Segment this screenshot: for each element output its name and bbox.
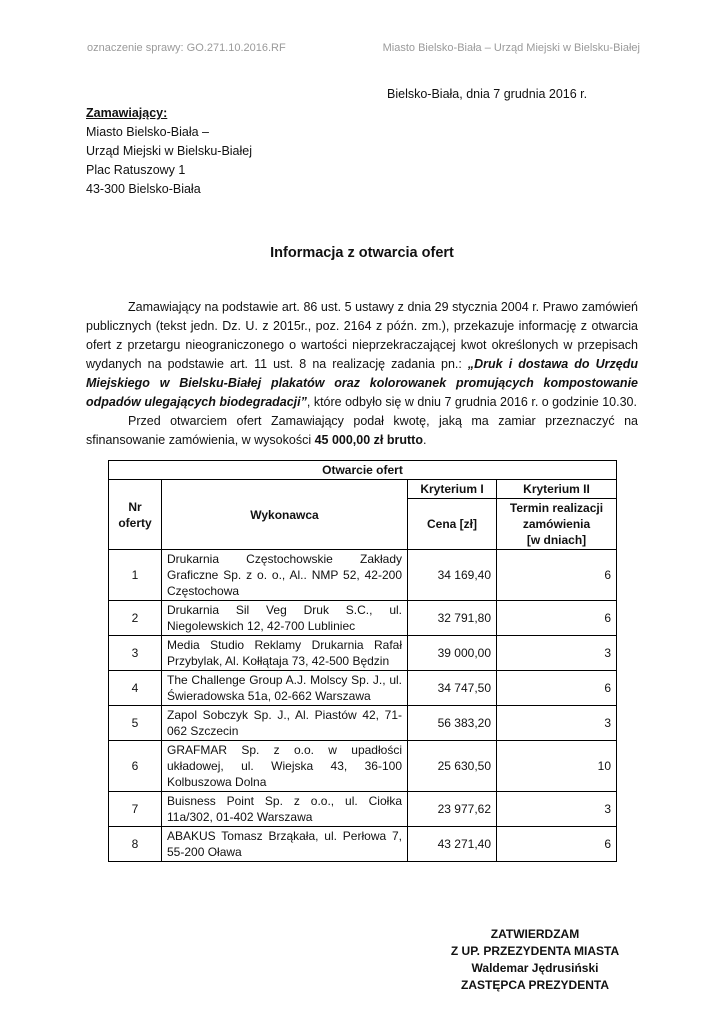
case-reference: oznaczenie sprawy: GO.271.10.2016.RF: [87, 42, 286, 54]
col-header-contractor: Wykonawca: [162, 480, 408, 550]
table-row: [109, 827, 617, 862]
contractor-cell: Drukarnia Sil Veg Druk S.C., ul. Niegolewskich 12, 42-700 Lubliniec: [162, 601, 408, 636]
term-cell: 3: [497, 636, 617, 671]
paragraph-1-part-2: , które odbyło się w dniu 7 grudnia 2016 r. o godzinie 10.30.: [306, 395, 637, 409]
buyer-line-2: Urząd Miejski w Bielsku-Białej: [86, 144, 253, 158]
price-cell: 25 630,50: [408, 741, 497, 792]
col-header-nr: [109, 480, 162, 550]
contractor-cell: GRAFMAR Sp. z o.o. w upadłości układowej, ul. Wiejska 43, 36-100 Kolbuszowa Dolna: [162, 741, 408, 792]
col-header-nr-l2: oferty: [118, 515, 152, 530]
buyer-label: Zamawiający:: [86, 106, 168, 120]
col-header-nr-l1: Nr: [128, 499, 142, 514]
offer-number-cell: 6: [109, 741, 162, 792]
table-row: [109, 636, 617, 671]
budget-amount: 45 000,00 zł brutto: [314, 433, 423, 447]
price-cell: 34 747,50: [408, 671, 497, 706]
col-header-term: [497, 499, 617, 550]
signature-line-4: ZASTĘPCA PREZYDENTA: [460, 978, 609, 992]
signature-line-1: ZATWIERDZAM: [490, 927, 580, 941]
col-header-price: Cena [zł]: [408, 499, 497, 550]
signature-block: [440, 926, 630, 994]
price-cell: 43 271,40: [408, 827, 497, 862]
table-row: [109, 671, 617, 706]
document-title: Informacja z otwarcia ofert: [270, 245, 454, 261]
offer-number-cell: 7: [109, 792, 162, 827]
contractor-cell: The Challenge Group A.J. Molscy Sp. J., ul. Świeradowska 51a, 02-662 Warszawa: [162, 671, 408, 706]
table-row: [109, 706, 617, 741]
paragraph-1-part-1: Zamawiający na podstawie art. 86 ust. 5 ustawy z dnia 29 stycznia 2004 r. Prawo zamówień publicznych (tekst jedn. Dz. U. z 2015r., poz. 2164 z późn. zm.), przekazuje informację z otwarcia ofert z przetargu nieograniczonego o wartości nieprzekraczającej kwot określonych w przepisach wydanych na podstawie art. 11 ust. 8 na realizację zadania pn.:: [86, 300, 638, 371]
price-cell: 39 000,00: [408, 636, 497, 671]
table-title: Otwarcie ofert: [109, 461, 617, 480]
term-cell: 6: [497, 550, 617, 601]
price-cell: 56 383,20: [408, 706, 497, 741]
buyer-line-4: 43-300 Bielsko-Biała: [86, 182, 201, 196]
paragraph-1: [86, 298, 638, 412]
criterion-1-header: Kryterium I: [408, 480, 497, 499]
paragraph-2: [86, 412, 638, 450]
term-cell: 3: [497, 792, 617, 827]
table-row: [109, 550, 617, 601]
offer-number-cell: 2: [109, 601, 162, 636]
signature-line-2: Z UP. PRZEZYDENTA MIASTA: [450, 944, 620, 958]
paragraph-2-part-2: .: [422, 433, 427, 447]
table-row: [109, 601, 617, 636]
date-line: Bielsko-Biała, dnia 7 grudnia 2016 r.: [387, 87, 588, 101]
term-cell: 6: [497, 601, 617, 636]
contractor-cell: Zapol Sobczyk Sp. J., Al. Piastów 42, 71-062 Szczecin: [162, 706, 408, 741]
col-header-term-l2: zamówienia: [522, 517, 591, 531]
term-cell: 10: [497, 741, 617, 792]
col-header-term-l3: [w dniach]: [526, 533, 587, 547]
col-header-term-l1: Termin realizacji: [509, 501, 604, 515]
price-cell: 34 169,40: [408, 550, 497, 601]
offer-number-cell: 1: [109, 550, 162, 601]
paragraph-2-part-1: Przed otwarciem ofert Zamawiający podał kwotę, jaką ma zamiar przeznaczyć na sfinansowanie zamówienia, w wysokości: [86, 414, 638, 447]
offers-table: [108, 460, 617, 862]
price-cell: 32 791,80: [408, 601, 497, 636]
term-cell: 6: [497, 827, 617, 862]
price-cell: 23 977,62: [408, 792, 497, 827]
term-cell: 6: [497, 671, 617, 706]
offer-number-cell: 3: [109, 636, 162, 671]
contractor-cell: Media Studio Reklamy Drukarnia Rafał Przybylak, Al. Kołłątaja 73, 42-500 Będzin: [162, 636, 408, 671]
contractor-cell: ABAKUS Tomasz Brząkała, ul. Perłowa 7, 55-200 Oława: [162, 827, 408, 862]
contractor-cell: Drukarnia Częstochowskie Zakłady Graficzne Sp. z o. o., Al.. NMP 52, 42-200 Częstochowa: [162, 550, 408, 601]
task-name: „Druk i dostawa do Urzędu Miejskiego w Bielsku-Białej plakatów oraz kolorowanek promujących kompostowanie odpadów ulegających biodegradacji”: [86, 357, 638, 409]
offer-rows: [109, 550, 617, 862]
term-cell: 3: [497, 706, 617, 741]
signature-line-3: Waldemar Jędrusiński: [471, 961, 599, 975]
buyer-block: [86, 104, 252, 199]
offer-number-cell: 8: [109, 827, 162, 862]
header-institution: Miasto Bielsko-Biała – Urząd Miejski w Bielsku-Białej: [382, 42, 640, 54]
table-row: [109, 741, 617, 792]
buyer-line-1: Miasto Bielsko-Biała –: [86, 125, 209, 139]
table-row: [109, 792, 617, 827]
contractor-cell: Buisness Point Sp. z o.o., ul. Ciołka 11a/302, 01-402 Warszawa: [162, 792, 408, 827]
body-text: [86, 298, 638, 450]
criterion-2-header: Kryterium II: [497, 480, 617, 499]
offer-number-cell: 5: [109, 706, 162, 741]
offer-number-cell: 4: [109, 671, 162, 706]
buyer-line-3: Plac Ratuszowy 1: [86, 163, 186, 177]
